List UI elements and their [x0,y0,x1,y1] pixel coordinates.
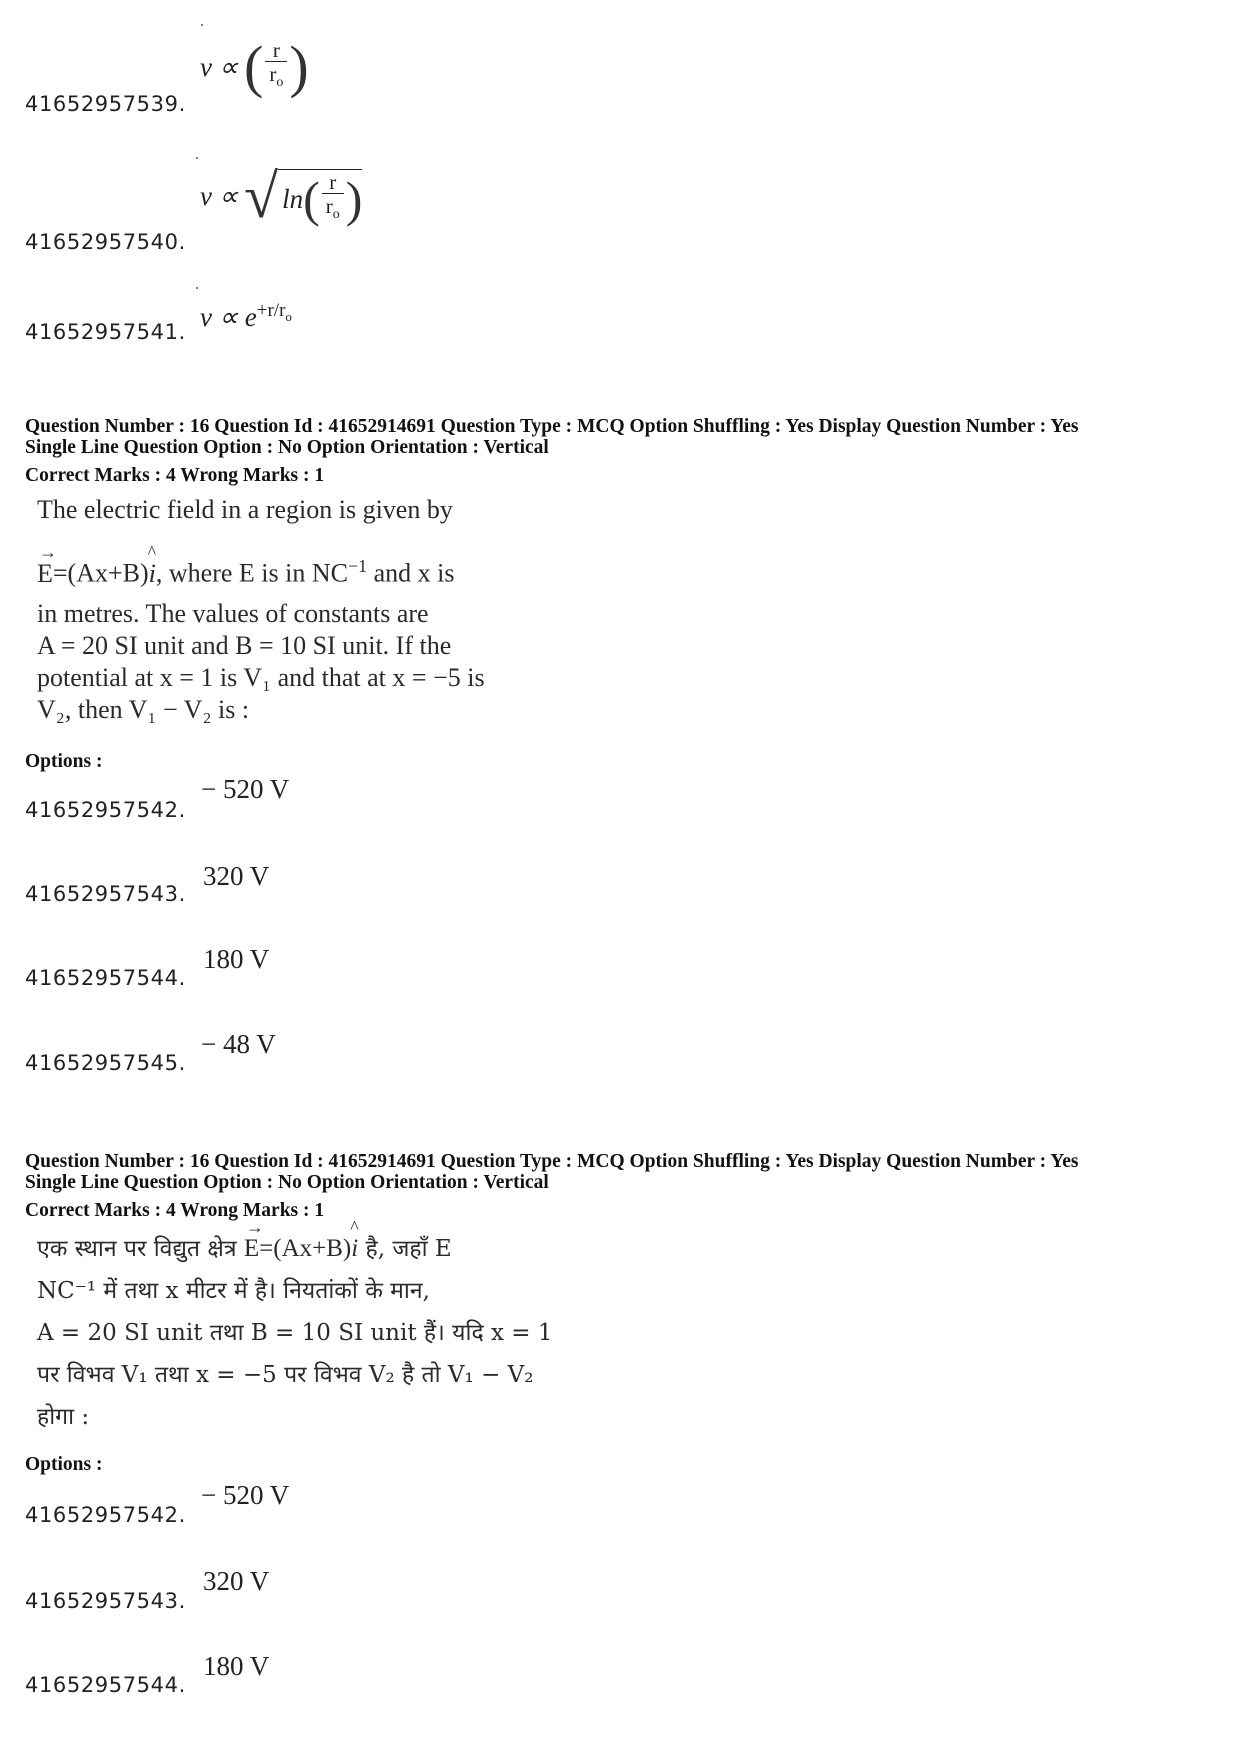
marker-dot [196,157,198,159]
question-text: The electric field in a region is given by → E=(Ax+B)^ i, where E is in $NC^{-1}$ and x is in metres. The values of constants are A = 20 SI unit and B = 10 SI unit. If the potential at x = 1 is V₁ and that at x = −5 is V₂, then V₁ − V₂ is : [37,494,540,726]
option-id: 41652957542. [25,1503,186,1527]
option-value: 180 V [203,944,270,974]
option-id: 41652957541. [25,320,186,344]
option-value: − 520 V [201,1480,290,1510]
option-id: 41652957543. [25,882,186,906]
option-value: − 520 V [201,774,290,804]
option-formula [200,162,363,231]
question-meta-line1: Question Number : 16 Question Id : 41652914691 Question Type : MCQ Option Shuffling : Yes Display Question Number : Yes [25,416,1079,437]
option-id: 41652957539. [25,92,186,116]
options-label: Options : [25,1454,103,1475]
option-formula: $v \propto e^{+r/r_o}$ [200,300,292,332]
option-id: 41652957544. [25,966,186,990]
option-id: 41652957545. [25,1051,186,1075]
option-value: 320 V [203,861,270,891]
option-id: 41652957543. [25,1589,186,1613]
formula-lhs: v ∝ [200,51,239,82]
question-marks: Correct Marks : 4 Wrong Marks : 1 [25,465,325,486]
option-value: 320 V [203,1566,270,1596]
unit-vector-i: ^ i [149,558,156,590]
question-meta-line2: Single Line Question Option : No Option Orientation : Vertical [25,437,549,458]
option-id: 41652957544. [25,1673,186,1697]
question-marks: Correct Marks : 4 Wrong Marks : 1 [25,1200,325,1221]
formula-lhs: v ∝ [200,181,239,211]
marker-dot [196,287,198,289]
option-id: 41652957542. [25,798,186,822]
options-label: Options : [25,751,103,772]
option-id: 41652957540. [25,230,186,254]
marker-dot [201,24,203,26]
option-value: − 48 V [201,1029,276,1059]
square-root: √ ln ( $\frac{r}{r_o}$ ) [244,162,363,231]
option-formula: v ∝ ( $\frac{r}{r_o}$ ) [200,34,309,99]
vector-e: → E [244,1228,259,1270]
vector-e: → E [37,558,53,590]
option-value: 180 V [203,1651,270,1681]
fraction: $\frac{r}{r_o}$ [322,171,344,227]
unit-vector-i: ^ i [351,1228,358,1270]
fraction: $\frac{r}{r_o}$ [265,39,287,95]
question-meta-line2: Single Line Question Option : No Option Orientation : Vertical [25,1172,549,1193]
question-text: एक स्थान पर विद्युत क्षेत्र → E=(Ax+B)^ i है, जहाँ E NC⁻¹ में तथा x मीटर में है। नियतांकों के मान, A = 20 SI unit तथा B = 10 SI unit हैं। यदि x = 1 पर विभव V₁ तथा x = −5 पर विभव V₂ है तो V₁ − V₂ होगा : [37,1228,557,1438]
question-meta-line1: Question Number : 16 Question Id : 41652914691 Question Type : MCQ Option Shuffling : Yes Display Question Number : Yes [25,1151,1079,1172]
